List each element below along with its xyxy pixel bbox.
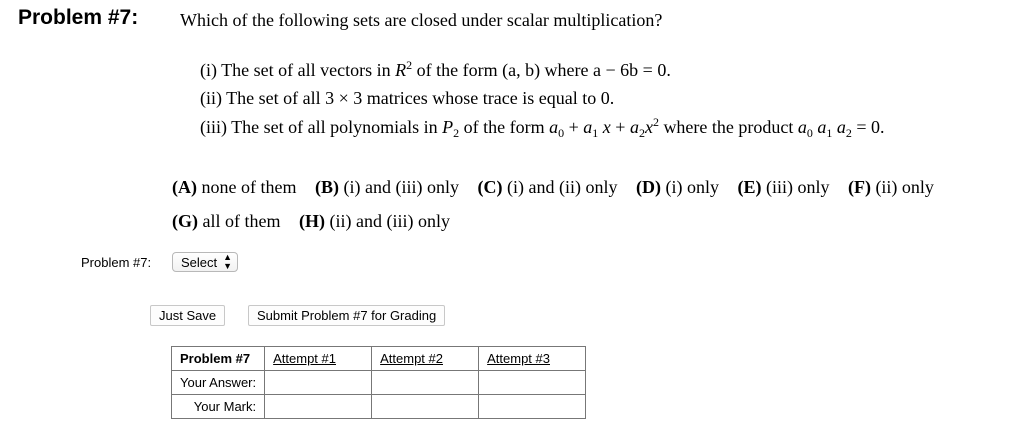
updown-arrows-icon: ▲ ▼	[223, 252, 232, 271]
your-answer-row	[172, 371, 586, 395]
choice-g: (G) all of them	[172, 211, 281, 231]
statement-iii-subscript: 2	[453, 126, 460, 140]
statement-i-prefix: (i) The set of all vectors in	[200, 60, 391, 80]
attempt-3-mark	[479, 395, 586, 419]
attempt-2-mark	[372, 395, 479, 419]
statement-i	[200, 60, 671, 81]
attempt-2-answer	[372, 371, 479, 395]
attempt-3-answer	[479, 371, 586, 395]
choice-b: (B) (i) and (iii) only	[314, 177, 459, 197]
choices-row-1	[172, 177, 934, 198]
polynomial-expression: $a_0 + a_1$ $x + a_2x^2$	[549, 115, 659, 140]
statement-iii-mid: of the form	[463, 117, 545, 137]
attempt-1-answer	[265, 371, 372, 395]
attempts-header-row	[172, 347, 586, 371]
statement-i-exponent: 2	[406, 58, 413, 72]
statement-i-set: R	[395, 60, 407, 80]
choice-c: (C) (i) and (ii) only	[477, 177, 618, 197]
problem-heading: Problem #7:	[18, 6, 139, 29]
statement-iii	[200, 117, 885, 138]
submit-for-grading-button[interactable]: Submit Problem #7 for Grading	[248, 305, 445, 326]
your-answer-label: Your Answer:	[172, 371, 265, 395]
product-expression: $a_0$ $a_1$ $a_2$	[797, 117, 852, 140]
your-mark-row	[172, 395, 586, 419]
choice-e: (E) (iii) only	[737, 177, 830, 197]
attempt-1-mark	[265, 395, 372, 419]
choice-a: (A) none of them	[172, 177, 297, 197]
choice-f: (F) (ii) only	[847, 177, 934, 197]
attempt-3-link[interactable]: Attempt #3	[479, 347, 586, 371]
statement-iii-tail: where the product	[663, 117, 794, 137]
statement-iii-set: P	[442, 117, 454, 137]
statement-ii: (ii) The set of all 3 × 3 matrices whose trace is equal to 0.	[200, 88, 615, 108]
attempts-table-header: Problem #7	[172, 347, 265, 371]
answer-select[interactable]	[172, 252, 238, 272]
attempts-table	[171, 346, 586, 419]
answer-label: Problem #7:	[81, 255, 152, 270]
choice-d: (D) (i) only	[635, 177, 719, 197]
attempt-2-link[interactable]: Attempt #2	[372, 347, 479, 371]
statement-iii-end: = 0.	[856, 117, 885, 137]
choices-row-2	[172, 211, 464, 232]
problem-question: Which of the following sets are closed under scalar multiplication?	[180, 10, 663, 30]
statement-i-condition: of the form (a, b) where a − 6b = 0.	[416, 60, 671, 80]
answer-select-value: Select	[181, 255, 218, 270]
statement-iii-prefix: (iii) The set of all polynomials in	[200, 117, 438, 137]
your-mark-label: Your Mark:	[172, 395, 265, 419]
just-save-button[interactable]: Just Save	[150, 305, 225, 326]
attempt-1-link[interactable]: Attempt #1	[265, 347, 372, 371]
choice-h: (H) (ii) and (iii) only	[298, 211, 450, 231]
